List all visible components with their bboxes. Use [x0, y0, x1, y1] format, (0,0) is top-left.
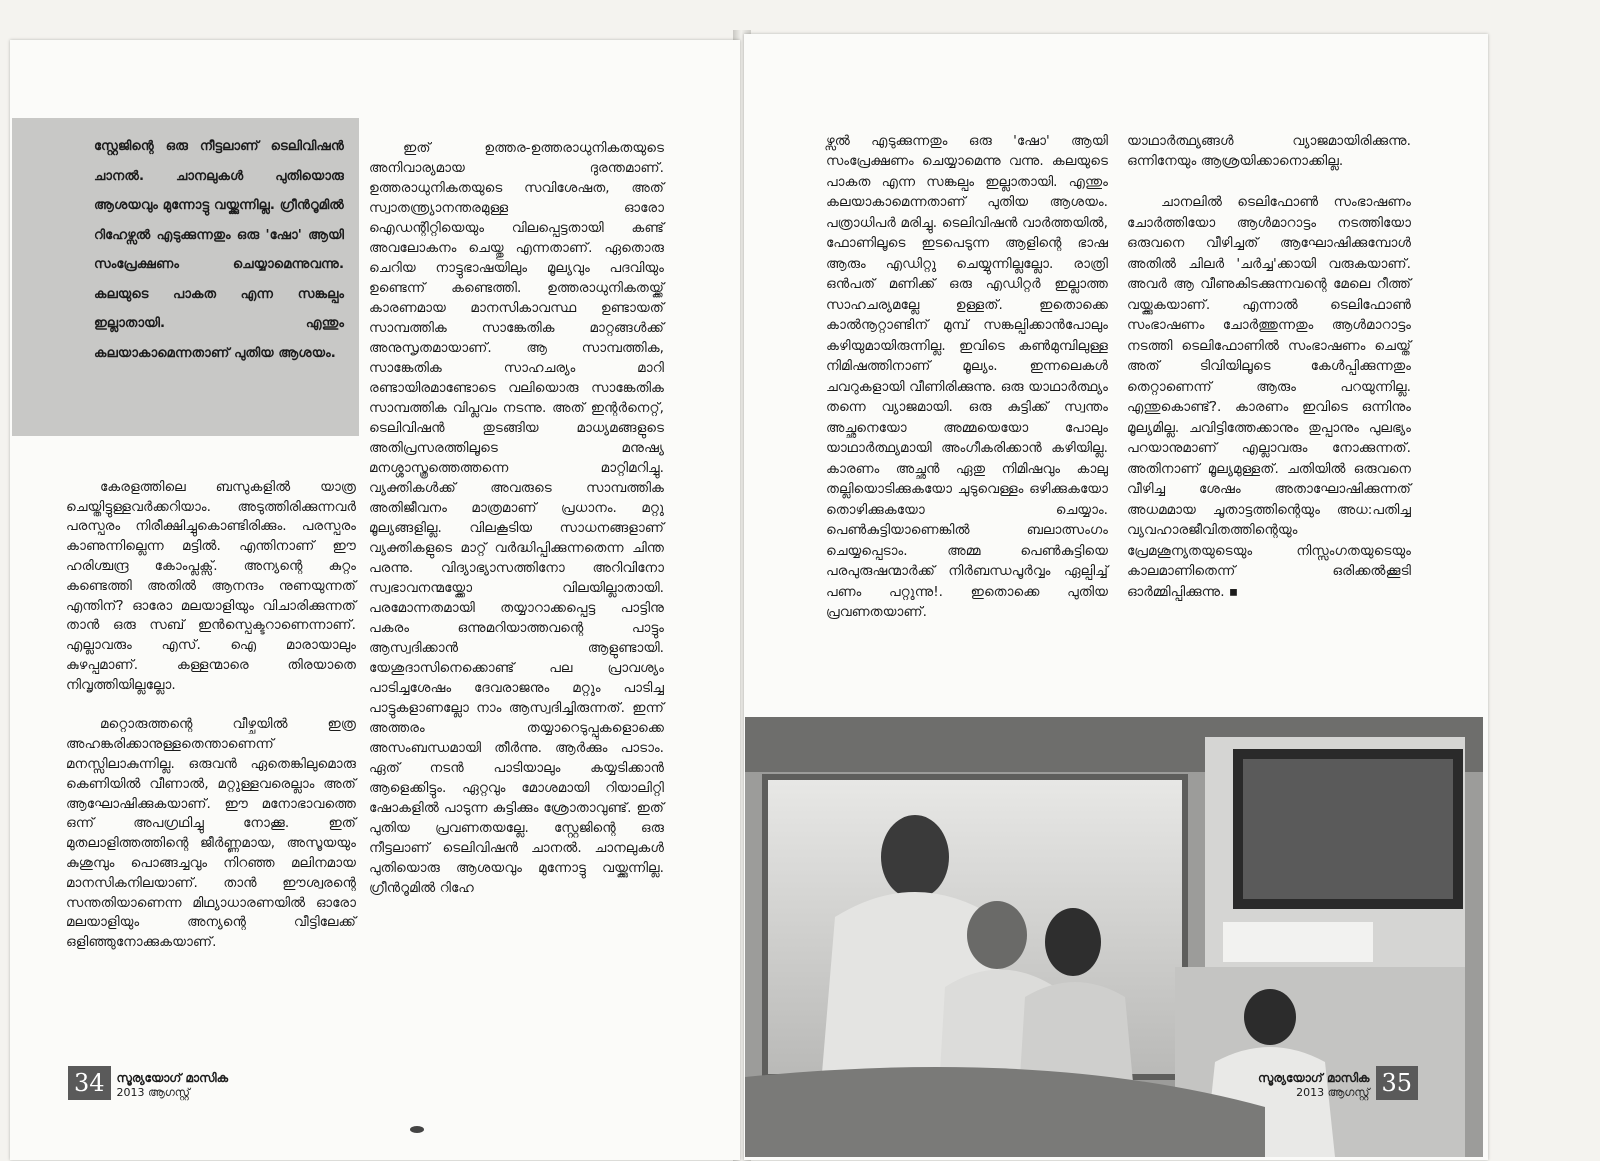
paragraph: ചാനലിൽ ടെലിഫോൺ സംഭാഷണം ചോർത്തിയോ ആൾമാറാട്ടം നടത്തിയോ ഒരുവനെ വീഴിച്ചത് ആഘോഷിക്കുമ്പോൾ അതിൽ ചിലർ 'ചർച്ച'ക്കായി വരുകയാണ്. അവർ ആ വീണുകിടക്കുന്നവന്റെ മേലെ റീത്ത് വയ്ക്കുകയാണ്. എന്നാൽ ടെലിഫോൺ സംഭാഷണം ചോർത്തുന്നതും ആൾമാറാട്ടം നടത്തി ടെലിഫോണിൽ സംഭാഷണം ചെയ്ത് അത് ടിവിയിലൂടെ കേൾപ്പിക്കുന്നതും തെറ്റാണെന്ന് ആരും പറയുന്നില്ല. എന്തുകൊണ്ട്?. കാരണം ഇവിടെ ഒന്നിനും മൂല്യമില്ല. ചവിട്ടിത്തേക്കാനും തുപ്പാനും പുലഭ്യം പറയാനുമാണ് എല്ലാവരും നോക്കുന്നത്. അതിനാണ് മൂല്യമുള്ളത്. ചതിയിൽ ഒരുവനെ വീഴിച്ച ശേഷം അതാഘോഷിക്കുന്നത് അധമമായ ചൂതാട്ടത്തിന്റെയും അധ:പതിച്ച വ്യവഹാരജീവിതത്തിന്റെയും പ്രേമശൂന്യതയുടെയും നിസ്സംഗതയുടെയും കാലമാണിതെന്ന് ഒരിക്കൽക്കൂടി ഓർമ്മിപ്പിക്കുന്നു. ▪: [1127, 194, 1411, 600]
page-number: 35: [1376, 1066, 1419, 1100]
issue-date: 2013 ആഗസ്റ്റ്: [1296, 1086, 1370, 1099]
right-column-2: [1127, 110, 1411, 623]
left-column-2: [369, 118, 664, 918]
paragraph: ഴ്സൽ എടുക്കുന്നതും ഒരു 'ഷോ' ആയി സംപ്രേക്ഷണം ചെയ്യാമെന്നു വന്നു. കലയുടെ പാകത എന്ന സങ്കല്പം ഇല്ലാതായി. എന്തും കലയാകാമെന്നതാണ് പുതിയ ആശയം. പത്രാധിപർ മരിച്ചു. ടെലിവിഷൻ വാർത്തയിൽ, ഫോണിലൂടെ ഇടപെടുന്ന ആളിന്റെ ഭാഷ ആരും എഡിറ്റു ചെയ്യുന്നില്ലല്ലോ. രാത്രി ഒൻപത് മണിക്ക് ഒരു എഡിറ്റർ ഇല്ലാത്ത സാഹചര്യമല്ലേ ഉള്ളത്. ഇതൊക്കെ കാൽനൂറ്റാണ്ടിന് മുമ്പ് സങ്കല്പിക്കാൻപോലും കഴിയുമായിരുന്നില്ല. ഇവിടെ കൺമുമ്പിലുള്ള നിമിഷത്തിനാണ് മൂല്യം. ഇന്നലെകൾ ചവറുകളായി വീണിരിക്കുന്നു. ഒരു യാഥാർത്ഥ്യം തന്നെ വ്യാജമായി. ഒരു കുട്ടിക്ക് സ്വന്തം അച്ഛനെയോ അമ്മയെയോ പോലും യാഥാർത്ഥ്യമായി അംഗീകരിക്കാൻ കഴിയില്ല. കാരണം അച്ഛൻ ഏതു നിമിഷവും കാലു തല്ലിയൊടിക്കുകയോ ചുടുവെള്ളം ഒഴിക്കുകയോ തൊഴിക്കുകയോ ചെയ്യാം. പെൺകുട്ടിയാണെങ്കിൽ ബലാത്സംഗം ചെയ്യപ്പെടാം. അമ്മ പെൺകുട്ടിയെ പരപുരുഷന്മാർക്ക് നിർബന്ധപൂർവ്വം ഏല്പിച്ച് പണം പറ്റുന്നു!. ഇതൊക്കെ പുതിയ പ്രവണതയാണ്.: [826, 132, 1108, 620]
left-column-1: [66, 458, 356, 973]
paper-blemish: [410, 1126, 424, 1133]
paragraph: ഇത് ഉത്തര-ഉത്തരാധുനികതയുടെ അനിവാര്യമായ ദുരന്തമാണ്. ഉത്തരാധുനികതയുടെ സവിശേഷത, അത് സ്വാതന്ത്ര്യാനന്തരമുള്ള ഓരോ ഐഡന്റിറ്റിയെയും വിലപ്പെട്ടതായി കണ്ട് അവലോകനം ചെയ്തു എന്നതാണ്. ഏതൊരു ചെറിയ നാട്ടുഭാഷയിലും മൂല്യവും പദവിയും ഉണ്ടെന്ന് കണ്ടെത്തി. ഉത്തരാധുനികതയ്ക്ക് കാരണമായ മാനസികാവസ്ഥ ഉണ്ടായത് സാമ്പത്തിക സാങ്കേതിക മാറ്റങ്ങൾക്ക് അനുസൃതമായാണ്. ആ സാമ്പത്തിക, സാങ്കേതിക സാഹചര്യം മാറി രണ്ടായിരമാണ്ടോടെ വലിയൊരു സാങ്കേതിക സാമ്പത്തിക വിപ്ലവം നടന്നു. അത് ഇന്റർനെറ്റ്, ടെലിവിഷൻ തുടങ്ങിയ മാധ്യമങ്ങളുടെ അതിപ്രസരത്തിലൂടെ മനുഷ്യ മനശ്ശാസ്ത്രത്തെത്തന്നെ മാറ്റിമറിച്ചു. വ്യക്തികൾക്ക് അവരുടെ സാമ്പത്തിക അതിജീവനം മാത്രമാണ് പ്രധാനം. മറ്റു മൂല്യങ്ങളില്ല. വിലകൂടിയ സാധനങ്ങളാണ് വ്യക്തികളുടെ മാറ്റ് വർദ്ധിപ്പിക്കുന്നതെന്ന ചിന്ത പരന്നു. വിദ്യാഭ്യാസത്തിനോ അറിവിനോ സ്വഭാവനന്മയ്ക്കോ വിലയില്ലാതായി. പരമോന്നതമായി തയ്യാറാക്കപ്പെട്ട പാട്ടിനു പകരം ഒന്നുമറിയാത്തവന്റെ പാട്ടും ആസ്വദിക്കാൻ ആളുണ്ടായി. യേശുദാസിനെക്കൊണ്ട് പല പ്രാവശ്യം പാടിച്ചശേഷം ദേവരാജനും മറ്റും പാടിച്ച പാട്ടുകളാണല്ലോ നാം ആസ്വദിച്ചിരുന്നത്. ഇന്ന് അത്തരം തയ്യാറെടുപ്പുകളൊക്കെ അസംബന്ധമായി തീർന്നു. ആർക്കും പാടാം. ഏത് നടൻ പാടിയാലും കയ്യടിക്കാൻ ആളെക്കിട്ടും. ഏറ്റവും മോശമായി റിയാലിറ്റി ഷോകളിൽ പാടുന്ന കുട്ടിക്കും ശ്രോതാവുണ്ട്. ഇത് പുതിയ പ്രവണതയല്ലേ. സ്റ്റേജിന്റെ ഒരു നീട്ടലാണ് ടെലിവിഷൻ ചാനൽ. ചാനലുകൾ പുതിയൊരു ആശയവും മുന്നോട്ടു വയ്ക്കുന്നില്ല. ഗ്രീൻറൂമിൽ റിഹേ: [369, 140, 664, 896]
page-number: 34: [68, 1066, 111, 1100]
magazine-name: സൂര്യയോഗ് മാസിക: [116, 1071, 229, 1085]
magazine-name: സൂര്യയോഗ് മാസിക: [1258, 1071, 1370, 1085]
pull-quote-text: സ്റ്റേജിന്റെ ഒരു നീട്ടലാണ് ടെലിവിഷൻ ചാനൽ. ചാനലുകൾ പുതിയൊരു ആശയവും മുന്നോട്ടു വയ്ക്കുന്നില്ല. ഗ്രീൻറൂമിൽ റിഹേഴ്സൽ എടുക്കുന്നതും ഒരു 'ഷോ' ആയി സംപ്രേക്ഷണം ചെയ്യാമെന്നുവന്നു. കലയുടെ പാകത എന്ന സങ്കല്പം ഇല്ലാതായി. എന്തും കലയാകാമെന്നതാണ് പുതിയ ആശയം.: [94, 139, 344, 361]
paragraph: മറ്റൊരുത്തന്റെ വീഴ്ചയിൽ ഇത്ര അഹങ്കരിക്കാനുള്ളതെന്താണെന്ന് മനസ്സിലാകുന്നില്ല. ഒരുവൻ ഏതെങ്കിലുമൊരു കെണിയിൽ വീണാൽ, മറ്റുള്ളവരെല്ലാം അത് ആഘോഷിക്കുകയാണ്. ഈ മനോഭാവത്തെ ഒന്ന് അപഗ്രഥിച്ചു നോക്കൂ. ഇത് മുതലാളിത്തത്തിന്റെ ജീർണ്ണമായ, അസൂയയും കുശുമ്പും പൊങ്ങച്ചവും നിറഞ്ഞ മലിനമായ മാനസികനിലയാണ്. താൻ ഈശ്വരന്റെ സന്തതിയാണെന്ന മിഥ്യാധാരണയിൽ ഓരോ മലയാളിയും അന്യന്റെ വീട്ടിലേക്ക് ഒളിഞ്ഞുനോക്കുകയാണ്.: [66, 716, 356, 951]
paragraph: കേരളത്തിലെ ബസുകളിൽ യാത്ര ചെയ്തിട്ടുള്ളവർക്കറിയാം. അടുത്തിരിക്കുന്നവർ പരസ്പരം നിരീക്ഷിച്ചുകൊണ്ടിരിക്കും. പരസ്പരം കാണുന്നില്ലെന്ന മട്ടിൽ. എന്തിനാണ് ഈ ഹരിശ്ചന്ദ്ര കോംപ്ലക്സ്. അന്യന്റെ കുറ്റം കണ്ടെത്തി അതിൽ ആനന്ദം നുണയുന്നത് എന്തിന്? ഓരോ മലയാളിയും വിചാരിക്കുന്നത് താൻ ഒരു സബ് ഇൻസ്പെക്ടറാണെന്നാണ്. എല്ലാവരും എസ്. ഐ മാരായാലും കുഴപ്പമാണ്. കള്ളന്മാരെ തിരയാതെ നിവൃത്തിയില്ലല്ലോ.: [66, 478, 356, 693]
footer-left: [68, 1066, 228, 1100]
pull-quote-box: [12, 118, 359, 436]
right-column-1: [826, 110, 1108, 643]
issue-date: 2013 ആഗസ്റ്റ്: [116, 1086, 190, 1099]
footer-right: [1258, 1066, 1418, 1100]
paragraph: യാഥാർത്ഥ്യങ്ങൾ വ്യാജമായിരിക്കുന്നു. ഒന്നിനേയും ആശ്രയിക്കാനൊക്കില്ല.: [1127, 132, 1411, 169]
